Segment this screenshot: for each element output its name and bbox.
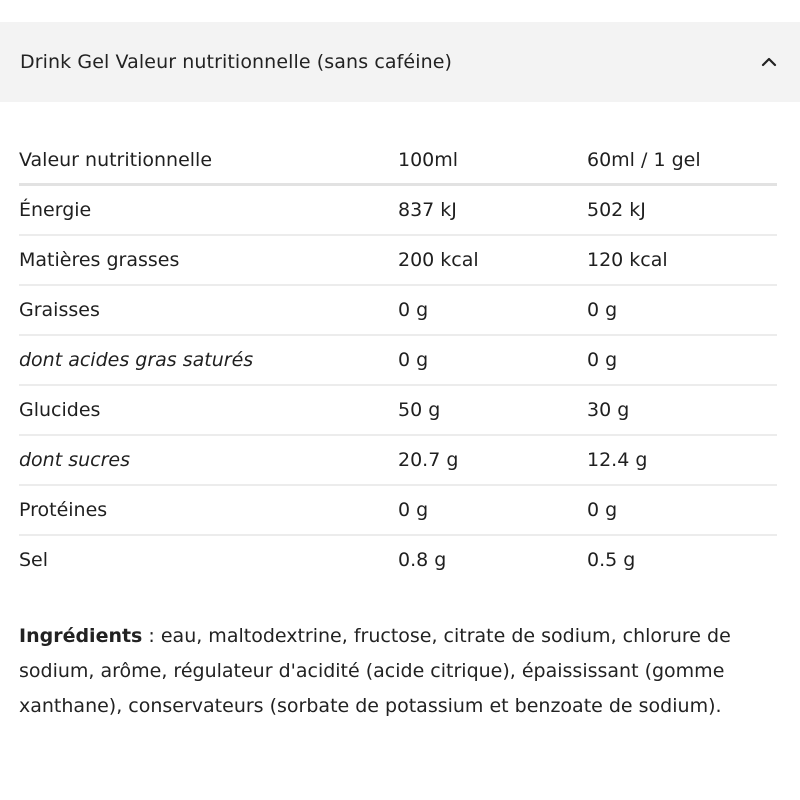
ingredients-paragraph [19, 619, 779, 724]
table-row [19, 485, 777, 535]
value-per-gel-cell: 0.5 g [587, 549, 636, 571]
value-per-gel-cell: 502 kJ [587, 185, 777, 236]
column-header-nutrient: Valeur nutritionnelle [19, 137, 398, 185]
value-100ml-cell: 50 g [398, 385, 587, 435]
value-100ml-cell: 200 kcal [398, 235, 587, 285]
value-per-gel-cell: 0 g [587, 335, 777, 385]
ingredients-label: Ingrédients [19, 625, 143, 647]
value-per-gel-cell: 12.4 g [587, 435, 777, 485]
nutrient-name-cell: Graisses [19, 285, 398, 335]
accordion-header[interactable] [0, 22, 800, 102]
nutrition-table [19, 137, 777, 584]
nutrient-name-cell: Matières grasses [19, 235, 398, 285]
value-per-gel-cell: 0 g [587, 285, 777, 335]
column-header-per-gel: 60ml / 1 gel [587, 137, 777, 185]
nutrient-name-cell: Protéines [19, 485, 398, 535]
value-100ml-cell: 837 kJ [398, 185, 587, 236]
table-row [19, 335, 777, 385]
value-100ml-cell: 0 g [398, 285, 587, 335]
table-row [19, 235, 777, 285]
ingredients-text: : eau, maltodextrine, fructose, citrate de sodium, chlorure de sodium, arôme, régulateur d'acidité (acide citrique), épaississant (gomme xanthane), conservateurs (sorbate de potassium et benzoate de sodium). [19, 625, 731, 717]
table-header-row [19, 137, 777, 185]
value-per-gel-cell: 120 kcal [587, 235, 777, 285]
table-row [19, 185, 777, 236]
value-100ml-cell: 0 g [398, 485, 587, 535]
table-row [19, 385, 777, 435]
nutrient-name-cell: dont sucres [19, 435, 398, 485]
chevron-up-icon[interactable] [758, 51, 780, 73]
nutrient-name-cell: Glucides [19, 385, 398, 435]
column-header-100ml: 100ml [398, 137, 587, 185]
nutrient-name-cell: Sel [19, 549, 49, 571]
table-row [19, 535, 777, 584]
value-100ml-cell: 0 g [398, 335, 587, 385]
table-row [19, 285, 777, 335]
value-100ml-cell: 20.7 g [398, 435, 587, 485]
table-row [19, 435, 777, 485]
value-100ml-cell: 0.8 g [398, 549, 447, 571]
value-per-gel-cell: 30 g [587, 385, 777, 435]
value-per-gel-cell: 0 g [587, 485, 777, 535]
nutrient-name-cell: dont acides gras saturés [19, 335, 398, 385]
nutrient-name-cell: Énergie [19, 185, 398, 236]
accordion-title: Drink Gel Valeur nutritionnelle (sans caféine) [20, 51, 453, 73]
